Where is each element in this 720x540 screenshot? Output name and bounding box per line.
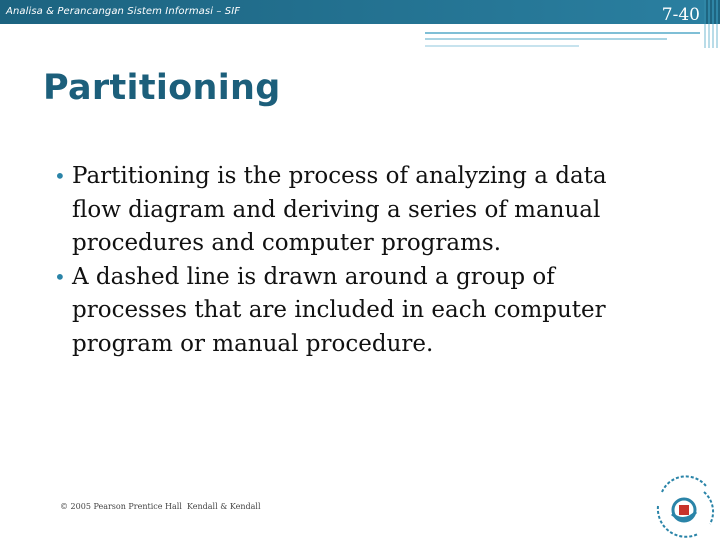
bullet-item — [52, 160, 652, 261]
footer-authors: Kendall & Kendall — [187, 502, 261, 511]
decorative-stripes — [704, 24, 720, 48]
bullet-list — [52, 160, 652, 361]
bullet-dot-icon: • — [54, 264, 66, 289]
slide-title: Partitioning — [43, 68, 281, 108]
footer-copyright: © 2005 Pearson Prentice Hall — [60, 502, 182, 511]
bullet-item — [52, 261, 652, 362]
bullet-text: A dashed line is drawn around a group of processes that are included in each computer program or manual procedure. — [72, 263, 606, 357]
bullet-text: Partitioning is the process of analyzing a data flow diagram and deriving a series of manual procedures and computer programs. — [72, 163, 607, 256]
bullet-dot-icon: • — [54, 164, 66, 188]
decorative-line — [425, 32, 700, 34]
course-title: Analisa & Perancangan Sistem Informasi – SIF — [6, 6, 241, 17]
slide-number: 7-40 — [661, 5, 700, 25]
header-stripes — [704, 0, 720, 24]
decorative-line — [425, 38, 667, 40]
university-seal-icon — [648, 462, 720, 540]
decorative-line — [425, 45, 579, 47]
